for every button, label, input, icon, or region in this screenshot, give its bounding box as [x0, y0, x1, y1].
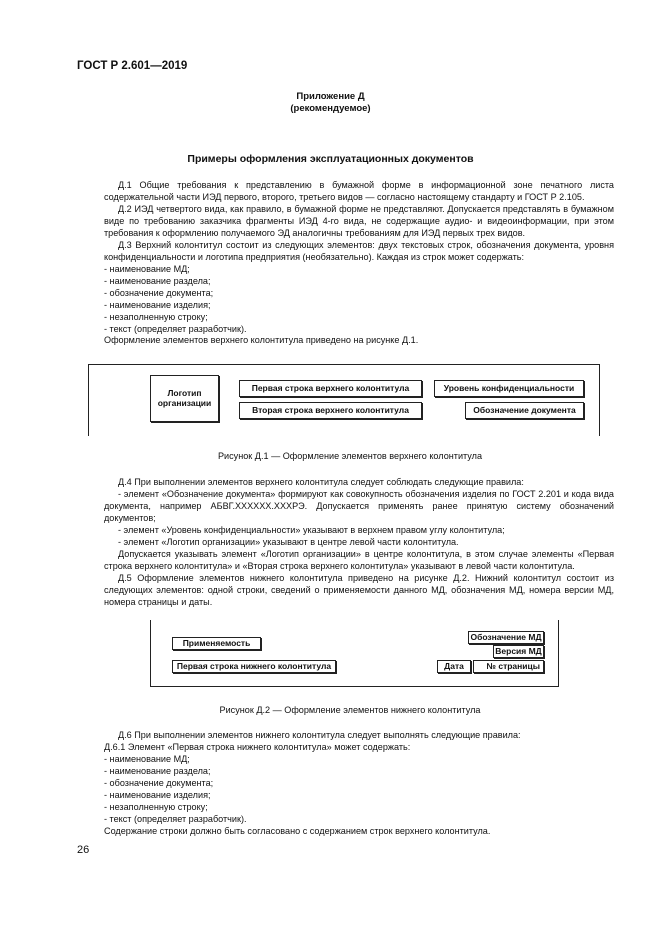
list-item: - текст (определяет разработчик).: [104, 323, 247, 334]
frame-right-line: [558, 620, 559, 686]
paragraph-logo-center: Допускается указывать элемент «Логотип организации» в центре колонтитула, в этом случае элементы «Первая строка верхнего колонтитула» и «Вторая строка верхнего колонтитула» указывают в левой части колонтитула.: [104, 549, 614, 571]
figure2-caption: Рисунок Д.2 — Оформление элементов нижнего колонтитула: [219, 705, 481, 715]
document-id-box: Обозначение документа: [465, 402, 584, 419]
paragraph-rule-conf: - элемент «Уровень конфиденциальности» указывают в верхнем правом углу колонтитула;: [118, 525, 505, 535]
applicability-box: Применяемость: [172, 637, 261, 650]
paragraph-d2: Д.2 ИЭД четвертого вида, как правило, в бумажной форме не представляют. Допускается представлять в бумажном виде по требованию заказчика фрагменты ИЭД 4-го вида, не содержащие аудио- и видеоинформации, при этом требования к оформлению получаемого ЭД аналогичны требованиям для ИЭД первых трех видов.: [104, 204, 614, 238]
paragraph-d6: Д.6 При выполнении элементов нижнего колонтитула следует выполнять следующие правила:: [118, 730, 521, 740]
header-line2-box: Вторая строка верхнего колонтитула: [239, 402, 422, 419]
document-md-box: Обозначение МД: [468, 631, 544, 644]
paragraph-rule-logo: - элемент «Логотип организации» указывают в центре левой части колонтитула.: [118, 537, 459, 547]
footer-elements-list: [104, 754, 614, 825]
list-item: - обозначение документа;: [104, 777, 214, 788]
list-item: - наименование МД;: [104, 264, 190, 274]
list-item: - наименование раздела;: [104, 765, 211, 776]
list-item: - обозначение документа;: [104, 287, 214, 298]
paragraph-consistency: Содержание строки должно быть согласовано с содержанием строк верхнего колонтитула.: [104, 826, 491, 836]
footer-line1-box: Первая строка нижнего колонтитула: [172, 660, 336, 673]
paragraph-d1: Д.1 Общие требования к представлению в бумажной форме в информационной зоне печатного листа содержательной части ИЭД первого, второго, третьего видов — согласно настоящему стандарту и ГОСТ Р 2.105.: [104, 180, 614, 202]
list-item: - незаполненную строку;: [104, 311, 208, 322]
paragraph-rule-docid: - элемент «Обозначение документа» формируют как совокупность обозначения изделия по ГОСТ 2.201 и кода вида документа, например АБВГ.XXXXXX.XXXРЭ. Допускается применять ранее принятую систему обозначений документов;: [104, 489, 614, 523]
frame-left-line: [88, 364, 89, 436]
standard-header: ГОСТ Р 2.601—2019: [77, 60, 188, 72]
paragraph-d3: Д.3 Верхний колонтитул состоит из следующих элементов: двух текстовых строк, обозначения документа, уровня конфиденциальности и логотипа предприятия (необязательно). Каждая из строк может содержать:: [104, 240, 614, 262]
header-elements-list: [104, 264, 614, 335]
frame-right-line: [599, 364, 600, 436]
version-box: Версия МД: [493, 645, 544, 658]
paragraph-d4: Д.4 При выполнении элементов верхнего колонтитула следует соблюдать следующие правила:: [118, 477, 524, 487]
frame-bottom-line: [150, 686, 559, 687]
frame-left-line: [150, 620, 151, 686]
paragraph-d5: Д.5 Оформление элементов нижнего колонтитула приведено на рисунке Д.2. Нижний колонтитул состоит из следующих элементов: одной строки, сведений о применяемости данного МД, обозначения МД, номера версии МД, номера страницы и даты.: [104, 573, 614, 607]
page-number: 26: [77, 844, 90, 856]
logo-box: Логотип организации: [150, 375, 219, 422]
frame-top-line: [88, 364, 600, 365]
section-title: Примеры оформления эксплуатационных документов: [187, 153, 474, 165]
figure1-caption: Рисунок Д.1 — Оформление элементов верхнего колонтитула: [217, 451, 483, 461]
list-item: - наименование изделия;: [104, 789, 211, 800]
list-item: - текст (определяет разработчик).: [104, 813, 247, 824]
confidentiality-box: Уровень конфиденциальности: [434, 380, 584, 397]
paragraph-fig1-ref: Оформление элементов верхнего колонтитула приведено на рисунке Д.1.: [104, 335, 419, 345]
appendix-subtitle: (рекомендуемое): [290, 103, 371, 114]
list-item: - незаполненную строку;: [104, 801, 208, 812]
list-item: - наименование МД;: [104, 754, 190, 764]
date-box: Дата: [437, 660, 471, 673]
paragraph-d6-1: Д.6.1 Элемент «Первая строка нижнего колонтитула» может содержать:: [104, 742, 411, 752]
list-item: - наименование раздела;: [104, 275, 211, 286]
appendix-title: Приложение Д: [296, 91, 365, 102]
page-number-box: № страницы: [473, 660, 544, 673]
list-item: - наименование изделия;: [104, 299, 211, 310]
header-line1-box: Первая строка верхнего колонтитула: [239, 380, 422, 397]
